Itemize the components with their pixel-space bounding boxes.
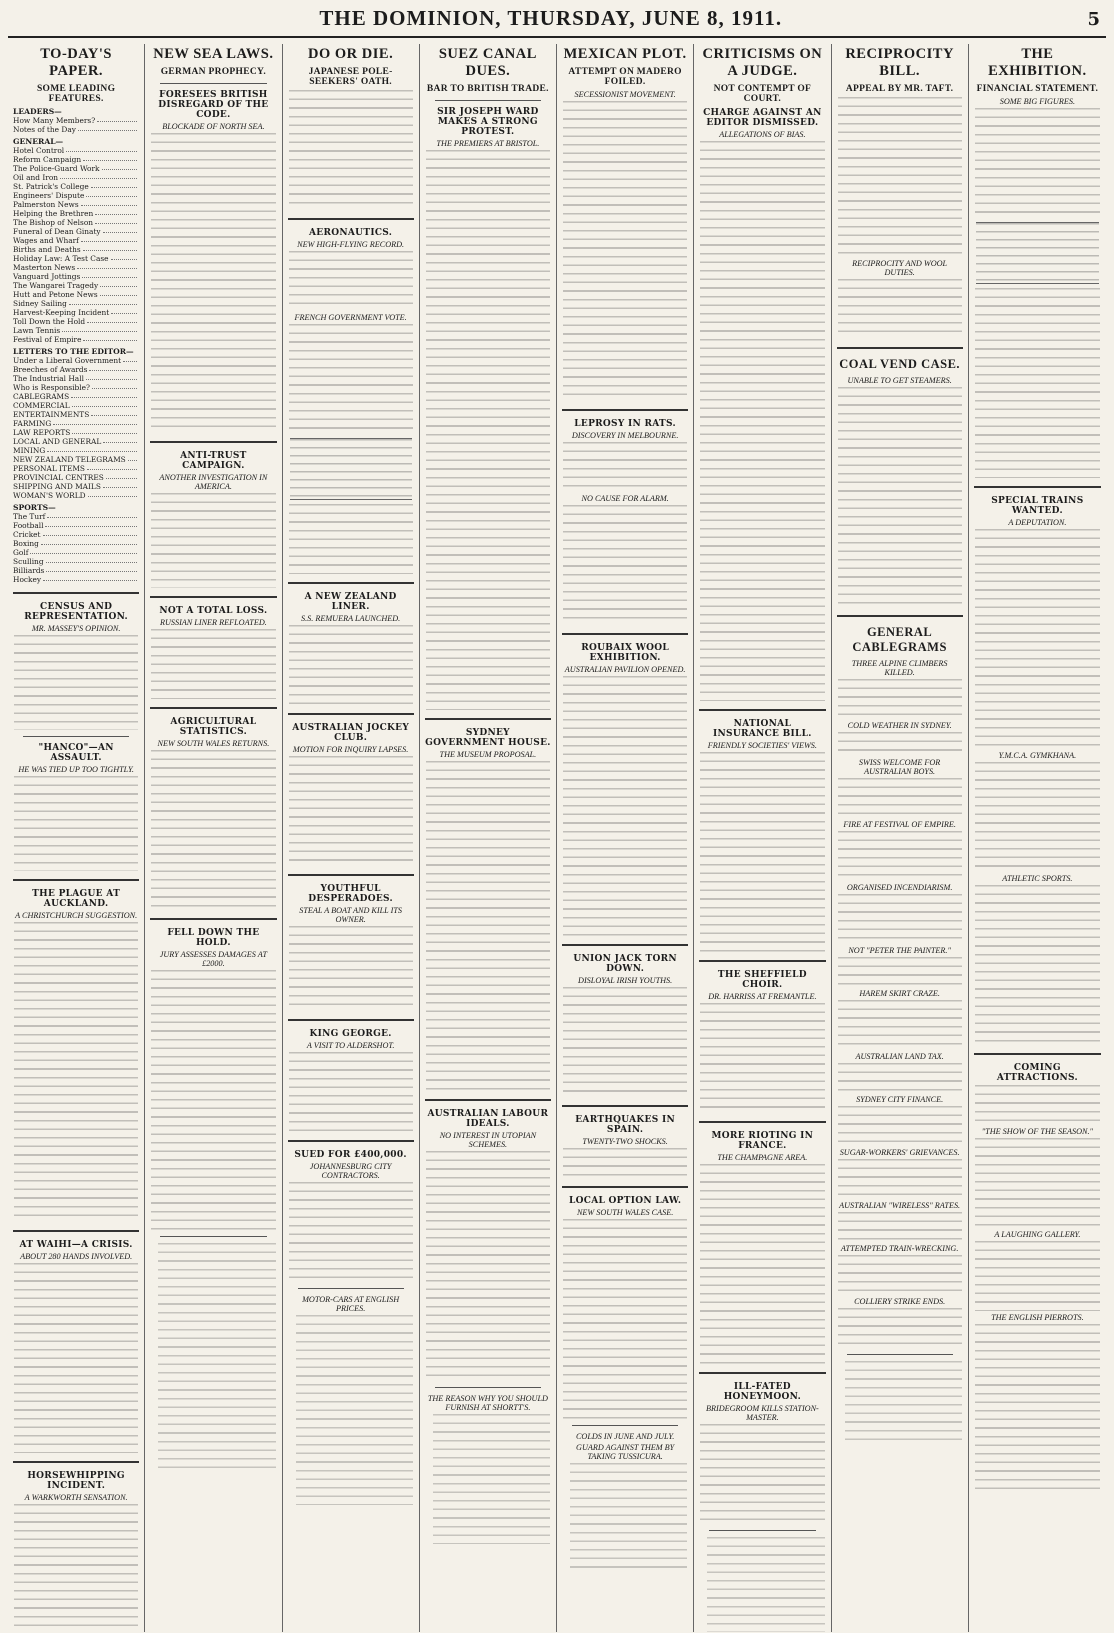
contents-item-label: Billiards bbox=[13, 566, 45, 575]
contents-item bbox=[13, 299, 139, 308]
sub-shocks: TWENTY-TWO SHOCKS. bbox=[582, 1137, 668, 1146]
article-body bbox=[289, 251, 413, 311]
contents-item bbox=[13, 308, 139, 317]
contents-item-label: St. Patrick's College bbox=[13, 182, 89, 191]
sub-aeronautics: NEW HIGH-FLYING RECORD. bbox=[297, 240, 405, 249]
contents-item bbox=[13, 491, 139, 500]
article-body bbox=[14, 635, 138, 730]
article-body bbox=[838, 957, 962, 987]
article-body bbox=[14, 1504, 138, 1632]
article-body bbox=[838, 1063, 962, 1093]
sub-census: MR. MASSEY'S OPINION. bbox=[31, 624, 121, 633]
headline-labour-ideals: AUSTRALIAN LABOUR IDEALS. bbox=[427, 1109, 549, 1129]
sub-laughing-gallery: A LAUGHING GALLERY. bbox=[994, 1230, 1081, 1239]
article-body bbox=[700, 752, 824, 952]
sub-secessionist: SECESSIONIST MOVEMENT. bbox=[574, 90, 676, 99]
sub-french-vote: FRENCH GOVERNMENT VOTE. bbox=[294, 313, 407, 322]
contents-item bbox=[13, 182, 139, 191]
contents-item-label: Boxing bbox=[13, 539, 39, 548]
receipts-table bbox=[976, 222, 1099, 284]
sub-shortts: THE REASON WHY YOU SHOULD FURNISH AT SHORTT'S. bbox=[427, 1394, 548, 1412]
sub-show-season: "THE SHOW OF THE SEASON." bbox=[981, 1127, 1093, 1136]
article-body bbox=[838, 894, 962, 944]
article-body bbox=[563, 442, 687, 492]
article-body bbox=[563, 1148, 687, 1178]
sub-alpine: THREE ALPINE CLIMBERS KILLED. bbox=[851, 659, 948, 677]
sub-no-alarm: NO CAUSE FOR ALARM. bbox=[581, 494, 669, 503]
sub-german-prophecy: GERMAN PROPHECY. bbox=[160, 67, 266, 77]
contents-item-label: Engineers' Dispute bbox=[13, 191, 85, 200]
contents-item bbox=[13, 200, 139, 209]
contents-item bbox=[13, 419, 139, 428]
sub-anti-trust: ANOTHER INVESTIGATION IN AMERICA. bbox=[159, 473, 268, 491]
sub-not-total-loss: RUSSIAN LINER REFLOATED. bbox=[159, 618, 267, 627]
contents-item bbox=[13, 335, 139, 344]
contents-item bbox=[13, 236, 139, 245]
headline-rioting-france: MORE RIOTING IN FRANCE. bbox=[711, 1131, 814, 1151]
article-body bbox=[975, 108, 1100, 218]
contents-item bbox=[13, 392, 139, 401]
headline-king-george: KING GEORGE. bbox=[309, 1029, 392, 1039]
sub-steamers: UNABLE TO GET STEAMERS. bbox=[847, 376, 952, 385]
headline-waihi: AT WAIHI—A CRISIS. bbox=[19, 1240, 133, 1250]
contents-item bbox=[13, 530, 139, 539]
contents-item-label: Holiday Law: A Test Case bbox=[13, 254, 109, 263]
column-3 bbox=[283, 44, 420, 1632]
contents-section-heading: SPORTS— bbox=[13, 503, 56, 512]
contents-item-label: Hotel Control bbox=[13, 146, 65, 155]
contents-item bbox=[13, 254, 139, 263]
sub-irish-youths: DISLOYAL IRISH YOUTHS. bbox=[578, 976, 673, 985]
contents-item-label: Who is Responsible? bbox=[13, 383, 90, 392]
contents-item-label: The Police-Guard Work bbox=[13, 164, 100, 173]
article-body bbox=[289, 1052, 413, 1132]
contents-item bbox=[13, 575, 139, 584]
sub-premiers-bristol: THE PREMIERS AT BRISTOL. bbox=[436, 139, 540, 148]
article-body bbox=[563, 987, 687, 1097]
sub-hanco: HE WAS TIED UP TOO TIGHTLY. bbox=[18, 765, 134, 774]
headline-census: CENSUS AND REPRESENTATION. bbox=[24, 602, 128, 622]
headline-sydney-govt-house: SYDNEY GOVERNMENT HOUSE. bbox=[425, 728, 551, 748]
contents-section-heading: LETTERS TO THE EDITOR— bbox=[13, 347, 134, 356]
contents-item-label: Palmerston News bbox=[13, 200, 79, 209]
contents-item bbox=[13, 437, 139, 446]
contents-item bbox=[13, 155, 139, 164]
contents-item bbox=[13, 566, 139, 575]
contents-item-label: The Wangarei Tragedy bbox=[13, 281, 99, 290]
headline-insurance-bill: NATIONAL INSURANCE BILL. bbox=[713, 719, 812, 739]
contents-item bbox=[13, 464, 139, 473]
article-body bbox=[563, 1219, 687, 1419]
contents-item-label: WOMAN'S WORLD bbox=[13, 491, 86, 500]
contents-item bbox=[13, 365, 139, 374]
advertisement-text bbox=[433, 1414, 550, 1544]
sub-johannesburg: JOHANNESBURG CITY CONTRACTORS. bbox=[309, 1162, 392, 1180]
contents-item bbox=[13, 218, 139, 227]
contents-item bbox=[13, 209, 139, 218]
sub-utopian: NO INTEREST IN UTOPIAN SCHEMES. bbox=[439, 1131, 537, 1149]
contents-item-label: Reform Campaign bbox=[13, 155, 82, 164]
contents-item-label: Funeral of Dean Ginaty bbox=[13, 227, 101, 236]
contents-item-label: Breeches of Awards bbox=[13, 365, 88, 374]
headline-reciprocity: RECIPROCITY BILL. bbox=[845, 46, 954, 79]
contents-item-label: PERSONAL ITEMS bbox=[13, 464, 85, 473]
sub-fell-down-hold: JURY ASSESSES DAMAGES AT £2000. bbox=[159, 950, 267, 968]
sub-allegations-bias: ALLEGATIONS OF BIAS. bbox=[719, 130, 806, 139]
contents-item-label: LOCAL AND GENERAL bbox=[13, 437, 102, 446]
column-4 bbox=[420, 44, 557, 1632]
article-body bbox=[975, 885, 1100, 1045]
article-body bbox=[151, 629, 275, 699]
article-body bbox=[14, 922, 138, 1222]
contents-item bbox=[13, 482, 139, 491]
headline-not-total-loss: NOT A TOTAL LOSS. bbox=[159, 606, 268, 616]
contents-list bbox=[13, 107, 139, 584]
contents-item-label: Under a Liberal Government bbox=[13, 356, 122, 365]
contents-item bbox=[13, 401, 139, 410]
contents-item bbox=[13, 455, 139, 464]
headline-todays-paper: TO-DAY'S PAPER. bbox=[40, 46, 112, 79]
sub-waihi: ABOUT 280 HANDS INVOLVED. bbox=[20, 1252, 133, 1261]
article-body bbox=[14, 776, 138, 871]
article-body bbox=[289, 1182, 413, 1282]
headline-nz-liner: A NEW ZEALAND LINER. bbox=[304, 592, 397, 612]
contents-item bbox=[13, 539, 139, 548]
article-body bbox=[700, 141, 824, 701]
contents-item-label: Hutt and Petone News bbox=[13, 290, 98, 299]
contents-item-label: FARMING bbox=[13, 419, 52, 428]
sub-bridegroom: BRIDEGROOM KILLS STATION-MASTER. bbox=[705, 1404, 819, 1422]
contents-item bbox=[13, 512, 139, 521]
sub-museum: THE MUSEUM PROPOSAL. bbox=[439, 750, 537, 759]
article-body bbox=[563, 101, 687, 401]
contents-item-label: Festival of Empire bbox=[13, 335, 82, 344]
contents-item bbox=[13, 263, 139, 272]
headline-desperadoes: YOUTHFUL DESPERADOES. bbox=[308, 884, 393, 904]
article-body bbox=[838, 1255, 962, 1295]
sub-wireless: AUSTRALIAN "WIRELESS" RATES. bbox=[839, 1201, 961, 1210]
article-body bbox=[975, 529, 1100, 749]
article-body bbox=[700, 1424, 824, 1524]
article-body bbox=[151, 970, 275, 1230]
article-body bbox=[838, 279, 962, 339]
headline-sheffield-choir: THE SHEFFIELD CHOIR. bbox=[717, 970, 807, 990]
contents-item-label: Wages and Wharf bbox=[13, 236, 79, 245]
sub-jockey-club: MOTION FOR INQUIRY LAPSES. bbox=[292, 745, 409, 754]
article-body bbox=[289, 756, 413, 866]
headline-exhibition: THE EXHIBITION. bbox=[988, 46, 1087, 79]
contents-item bbox=[13, 383, 139, 392]
article-body bbox=[838, 1212, 962, 1242]
article-body bbox=[151, 750, 275, 910]
article-body bbox=[289, 324, 413, 434]
sub-bar-british-trade: BAR TO BRITISH TRADE. bbox=[426, 84, 549, 94]
headline-special-trains: SPECIAL TRAINS WANTED. bbox=[991, 496, 1084, 516]
contents-item-label: NEW ZEALAND TELEGRAMS bbox=[13, 455, 126, 464]
masthead bbox=[8, 6, 1106, 38]
article-body bbox=[838, 1000, 962, 1050]
contents-item bbox=[13, 557, 139, 566]
headline-do-or-die: DO OR DIE. bbox=[308, 46, 394, 62]
sub-champagne: THE CHAMPAGNE AREA. bbox=[717, 1153, 808, 1162]
sub-nsw-case: NEW SOUTH WALES CASE. bbox=[576, 1208, 674, 1217]
headline-hanco: "HANCO"—AN ASSAULT. bbox=[38, 743, 114, 763]
sub-colliery: COLLIERY STRIKE ENDS. bbox=[854, 1297, 946, 1306]
contents-item-label: Golf bbox=[13, 548, 29, 557]
sub-leprosy: DISCOVERY IN MELBOURNE. bbox=[571, 431, 679, 440]
article-body bbox=[975, 762, 1100, 872]
sub-pierrots: THE ENGLISH PIERROTS. bbox=[991, 1313, 1084, 1322]
article-body bbox=[838, 1308, 962, 1348]
contents-item-label: COMMERCIAL bbox=[13, 401, 70, 410]
article-body bbox=[838, 679, 962, 719]
contents-item bbox=[13, 173, 139, 182]
article-body bbox=[838, 831, 962, 881]
headline-aeronautics: AERONAUTICS. bbox=[309, 228, 393, 238]
advertisement-text bbox=[570, 1463, 687, 1573]
sub-city-finance: SYDNEY CITY FINANCE. bbox=[856, 1095, 944, 1104]
headline-jockey-club: AUSTRALIAN JOCKEY CLUB. bbox=[292, 723, 410, 743]
sub-ymca: Y.M.C.A. GYMKHANA. bbox=[998, 751, 1077, 760]
contents-item bbox=[13, 281, 139, 290]
sub-deputation: A DEPUTATION. bbox=[1008, 518, 1067, 527]
advertisement-text bbox=[707, 1537, 824, 1632]
article-body bbox=[289, 504, 413, 574]
article-body bbox=[151, 133, 275, 433]
headline-criticisms-judge: CRITICISMS ON A JUDGE. bbox=[702, 46, 823, 79]
contents-item bbox=[13, 446, 139, 455]
sub-foresees: FORESEES BRITISH DISREGARD OF THE CODE. bbox=[158, 90, 269, 120]
sub-swiss: SWISS WELCOME FOR AUSTRALIAN BOYS. bbox=[858, 758, 941, 776]
sub-big-figures: SOME BIG FIGURES. bbox=[999, 97, 1075, 106]
headline-coming-attractions: COMING ATTRACTIONS. bbox=[996, 1063, 1078, 1083]
sub-ward-protest: SIR JOSEPH WARD MAKES A STRONG PROTEST. bbox=[437, 107, 539, 137]
contents-item bbox=[13, 227, 139, 236]
contents-item-label: How Many Members? bbox=[13, 116, 96, 125]
contents-item bbox=[13, 146, 139, 155]
article-body bbox=[289, 90, 413, 210]
contents-item-label: Sculling bbox=[13, 557, 44, 566]
article-body bbox=[838, 778, 962, 818]
article-body bbox=[838, 1159, 962, 1199]
sub-cold-sydney: COLD WEATHER IN SYDNEY. bbox=[847, 721, 952, 730]
sub-horsewhipping: A WARKWORTH SENSATION. bbox=[24, 1493, 128, 1502]
headline-plague: THE PLAGUE AT AUCKLAND. bbox=[32, 889, 121, 909]
sub-harem-skirt: HAREM SKIRT CRAZE. bbox=[859, 989, 940, 998]
headline-anti-trust: ANTI-TRUST CAMPAIGN. bbox=[180, 451, 247, 471]
article-body bbox=[563, 505, 687, 625]
contents-section-heading: LEADERS— bbox=[13, 107, 62, 116]
sub-peter-painter: NOT "PETER THE PAINTER." bbox=[848, 946, 951, 955]
sub-tussicura: GUARD AGAINST THEM BY TAKING TUSSICURA. bbox=[576, 1443, 675, 1461]
contents-item-label: MINING bbox=[13, 446, 46, 455]
article-body bbox=[975, 288, 1100, 478]
column-2 bbox=[145, 44, 282, 1632]
advertisement-text bbox=[845, 1361, 962, 1441]
headline-roubaix: ROUBAIX WOOL EXHIBITION. bbox=[581, 643, 670, 663]
contents-item bbox=[13, 317, 139, 326]
contents-item bbox=[13, 548, 139, 557]
contents-item bbox=[13, 326, 139, 335]
headline-sued: SUED FOR £400,000. bbox=[294, 1150, 407, 1160]
contents-item-label: Masterton News bbox=[13, 263, 76, 272]
sub-madero: ATTEMPT ON MADERO FOILED. bbox=[568, 67, 682, 87]
contents-item-label: Hockey bbox=[13, 575, 42, 584]
contents-item bbox=[13, 116, 139, 125]
headline-suez: SUEZ CANAL DUES. bbox=[438, 46, 537, 79]
contents-item-label: PROVINCIAL CENTRES bbox=[13, 473, 104, 482]
article-body bbox=[563, 676, 687, 936]
sub-fire-festival: FIRE AT FESTIVAL OF EMPIRE. bbox=[843, 820, 956, 829]
sub-incendiarism: ORGANISED INCENDIARISM. bbox=[846, 883, 953, 892]
headline-union-jack: UNION JACK TORN DOWN. bbox=[573, 954, 677, 974]
masthead-title: THE DOMINION, THURSDAY, JUNE 8, 1911. bbox=[319, 6, 783, 30]
contents-item-label: Births and Deaths bbox=[13, 245, 81, 254]
contents-item bbox=[13, 125, 139, 134]
headline-horsewhipping: HORSEWHIPPING INCIDENT. bbox=[27, 1471, 125, 1491]
sub-motor-cars: MOTOR-CARS AT ENGLISH PRICES. bbox=[302, 1295, 400, 1313]
column-6 bbox=[694, 44, 831, 1632]
contents-item-label: Harvest-Keeping Incident bbox=[13, 308, 110, 317]
contents-item bbox=[13, 164, 139, 173]
article-body bbox=[975, 1324, 1100, 1494]
sub-agri-stats: NEW SOUTH WALES RETURNS. bbox=[157, 739, 270, 748]
contents-item bbox=[13, 410, 139, 419]
article-body bbox=[289, 926, 413, 1011]
sub-japanese-oath: JAPANESE POLE-SEEKERS' OATH. bbox=[308, 67, 393, 87]
article-body bbox=[975, 1138, 1100, 1228]
contents-item-label: ENTERTAINMENTS bbox=[13, 410, 90, 419]
contents-item-label: SHIPPING AND MAILS bbox=[13, 482, 101, 491]
sub-train-wrecking: ATTEMPTED TRAIN-WRECKING. bbox=[840, 1244, 959, 1253]
article-body bbox=[14, 1263, 138, 1453]
contents-item-label: The Bishop of Nelson bbox=[13, 218, 94, 227]
sub-wool-duties: RECIPROCITY AND WOOL DUTIES. bbox=[852, 259, 948, 277]
headline-new-sea-laws: NEW SEA LAWS. bbox=[153, 46, 274, 62]
airmen-table bbox=[290, 438, 412, 500]
contents-section-heading: GENERAL— bbox=[13, 137, 64, 146]
contents-item-label: Helping the Brethren bbox=[13, 209, 94, 218]
headline-honeymoon: ILL-FATED HONEYMOON. bbox=[723, 1382, 802, 1402]
contents-item-label: CABLEGRAMS bbox=[13, 392, 70, 401]
article-body bbox=[838, 1106, 962, 1146]
contents-item-label: The Industrial Hall bbox=[13, 374, 84, 383]
sub-colds: COLDS IN JUNE AND JULY. bbox=[575, 1432, 675, 1441]
contents-item-label: LAW REPORTS bbox=[13, 428, 71, 437]
article-body bbox=[975, 1085, 1100, 1125]
headline-leprosy: LEPROSY IN RATS. bbox=[574, 419, 676, 429]
contents-item-label: Sidney Sailing bbox=[13, 299, 67, 308]
contents-item bbox=[13, 272, 139, 281]
sub-blockade: BLOCKADE OF NORTH SEA. bbox=[162, 122, 265, 131]
sub-not-contempt: NOT CONTEMPT OF COURT. bbox=[713, 84, 812, 104]
article-body bbox=[975, 1241, 1100, 1311]
article-body bbox=[838, 387, 962, 607]
sub-plague: A CHRISTCHURCH SUGGESTION. bbox=[15, 911, 138, 920]
sub-friendly-societies: FRIENDLY SOCIETIES' VIEWS. bbox=[707, 741, 817, 750]
columns bbox=[8, 44, 1106, 1632]
contents-item bbox=[13, 521, 139, 530]
contents-item bbox=[13, 290, 139, 299]
article-body bbox=[838, 97, 962, 257]
headline-coal-vend: COAL VEND CASE. bbox=[839, 357, 961, 371]
column-8 bbox=[969, 44, 1106, 1632]
contents-item bbox=[13, 191, 139, 200]
headline-local-option: LOCAL OPTION LAW. bbox=[568, 1196, 682, 1206]
sub-taft: APPEAL BY MR. TAFT. bbox=[845, 84, 954, 94]
article-body bbox=[426, 761, 550, 1091]
sub-land-tax: AUSTRALIAN LAND TAX. bbox=[855, 1052, 944, 1061]
contents-item bbox=[13, 356, 139, 365]
headline-mexican-plot: MEXICAN PLOT. bbox=[563, 46, 687, 62]
contents-item-label: Toll Down the Hold bbox=[13, 317, 86, 326]
sub-financial: FINANCIAL STATEMENT. bbox=[976, 84, 1099, 94]
column-1 bbox=[8, 44, 145, 1632]
headline-general-cablegrams: GENERAL CABLEGRAMS bbox=[852, 625, 947, 654]
headline-fell-down-hold: FELL DOWN THE HOLD. bbox=[167, 928, 260, 948]
sub-athletic: ATHLETIC SPORTS. bbox=[1002, 874, 1073, 883]
contents-item-label: Oil and Iron bbox=[13, 173, 59, 182]
page-number: 5 bbox=[1087, 9, 1100, 30]
contents-item bbox=[13, 245, 139, 254]
sub-desperadoes: STEAL A BOAT AND KILL ITS OWNER. bbox=[299, 906, 402, 924]
headline-earthquakes: EARTHQUAKES IN SPAIN. bbox=[575, 1115, 675, 1135]
article-body bbox=[426, 1151, 550, 1381]
contents-item-label: Notes of the Day bbox=[13, 125, 76, 134]
sub-roubaix: AUSTRALIAN PAVILION OPENED. bbox=[564, 665, 686, 674]
contents-item-label: Vanguard Jottings bbox=[13, 272, 81, 281]
contents-item-label: The Turf bbox=[13, 512, 46, 521]
article-body bbox=[289, 625, 413, 705]
sub-sugar-workers: SUGAR-WORKERS' GRIEVANCES. bbox=[839, 1148, 960, 1157]
sub-harriss: DR. HARRISS AT FREMANTLE. bbox=[708, 992, 817, 1001]
contents-item bbox=[13, 473, 139, 482]
article-body bbox=[838, 732, 962, 756]
contents-item-label: Football bbox=[13, 521, 44, 530]
contents-item-label: Cricket bbox=[13, 530, 41, 539]
advertisement-text bbox=[296, 1315, 413, 1505]
sub-editor-dismissed: CHARGE AGAINST AN EDITOR DISMISSED. bbox=[703, 108, 822, 128]
sub-leading-features: SOME LEADING FEATURES. bbox=[36, 84, 116, 104]
sub-aldershot: A VISIT TO ALDERSHOT. bbox=[306, 1041, 395, 1050]
contents-item bbox=[13, 374, 139, 383]
contents-item bbox=[13, 428, 139, 437]
article-body bbox=[700, 1003, 824, 1113]
article-body bbox=[426, 150, 550, 710]
headline-agri-stats: AGRICULTURAL STATISTICS. bbox=[170, 717, 257, 737]
advertisement-text bbox=[158, 1243, 275, 1473]
sub-remuera: S.S. REMUERA LAUNCHED. bbox=[301, 614, 401, 623]
column-7 bbox=[832, 44, 969, 1632]
contents-item-label: Lawn Tennis bbox=[13, 326, 61, 335]
column-5 bbox=[557, 44, 694, 1632]
article-body bbox=[700, 1164, 824, 1364]
article-body bbox=[151, 493, 275, 588]
